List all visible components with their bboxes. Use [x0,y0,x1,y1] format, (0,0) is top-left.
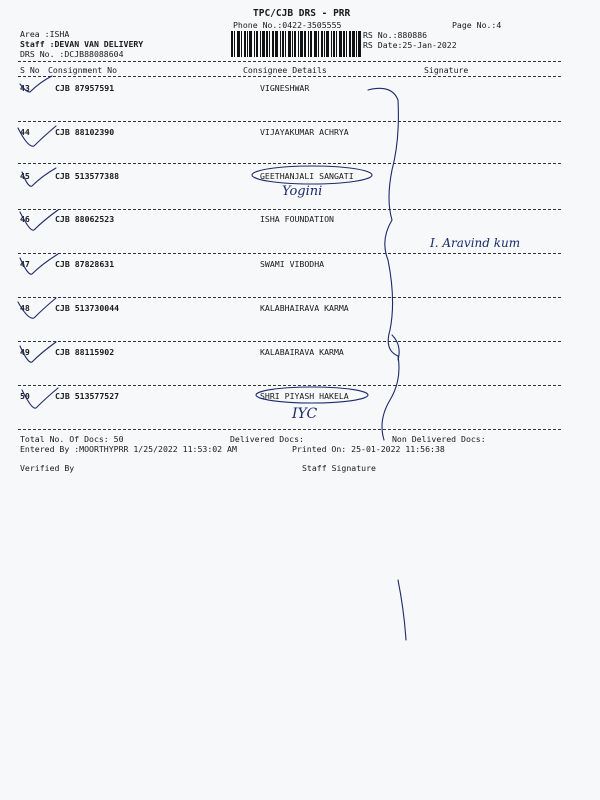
row-consignee: SWAMI VIBODHA [260,259,325,269]
tick-mark [20,76,52,92]
tick-mark [20,210,58,230]
row-consignment: CJB 88102390 [55,127,115,137]
row-sno: 48 [20,303,30,313]
staff-signature: Staff Signature [302,463,376,473]
printed-on: Printed On: 25-01-2022 11:56:38 [292,444,445,454]
col-signature: Signature [424,65,469,75]
tick-mark [20,342,56,362]
row-sno: 44 [20,127,30,137]
page-number: Page No.:4 [452,20,502,30]
row-consignment: CJB 88062523 [55,214,115,224]
phone-number: Phone No.:0422-3505555 [233,20,342,30]
drs-number: DRS No. :DCJB88088604 [20,49,124,59]
brace-mark [368,88,399,440]
row-consignee: VIJAYAKUMAR ACHRYA [260,127,349,137]
tick-mark [22,388,58,408]
tick-mark [18,298,56,318]
verified-by: Verified By [20,463,75,473]
row-consignment: CJB 513577388 [55,171,120,181]
circled-name [252,166,372,184]
row-consignee: ISHA FOUNDATION [260,214,334,224]
row-consignee: VIGNESHWAR [260,83,310,93]
report-title: TPC/CJB DRS - PRR [253,8,351,19]
row-consignment: CJB 88115902 [55,347,115,357]
area-label: Area :ISHA [20,29,70,39]
row-consignee: SHRI PIYASH HAKELA [260,391,349,401]
row-consignment: CJB 87957591 [55,83,115,93]
row-consignment: CJB 87828631 [55,259,115,269]
stray-mark [398,580,406,640]
row-sno: 45 [20,171,30,181]
entered-by: Entered By :MOORTHYPRR 1/25/2022 11:53:02 AM [20,444,237,454]
col-sno: S No [20,65,40,75]
tick-mark [20,254,58,274]
row-consignee: KALABHAIRAVA KARMA [260,303,349,313]
col-consignment: Consignment No [48,65,118,75]
handwritten-signature: I. Aravind kum [430,236,521,250]
row-consignment: CJB 513730044 [55,303,120,313]
row-consignee: KALABAIRAVA KARMA [260,347,344,357]
row-consignee: GEETHANJALI SANGATI [260,171,354,181]
rs-number: RS No.:880886 [363,30,428,40]
row-sno: 43 [20,83,30,93]
tick-mark [22,168,56,186]
row-consignment: CJB 513577527 [55,391,120,401]
tick-mark [18,126,56,146]
circled-name [256,387,368,403]
delivered-docs: Delivered Docs: [230,434,304,444]
col-consignee: Consignee Details [243,65,327,75]
row-sno: 46 [20,214,30,224]
row-sno: 50 [20,391,30,401]
rs-date: RS Date:25-Jan-2022 [363,40,457,50]
handwritten-note-iyc: IYC [292,406,318,422]
staff-label: Staff :DEVAN VAN DELIVERY [20,39,144,49]
handwritten-note-yogini: Yogini [282,184,323,199]
total-docs: Total No. Of Docs: 50 [20,434,124,444]
row-sno: 47 [20,259,30,269]
non-delivered-docs: Non Delivered Docs: [392,434,486,444]
row-sno: 49 [20,347,30,357]
